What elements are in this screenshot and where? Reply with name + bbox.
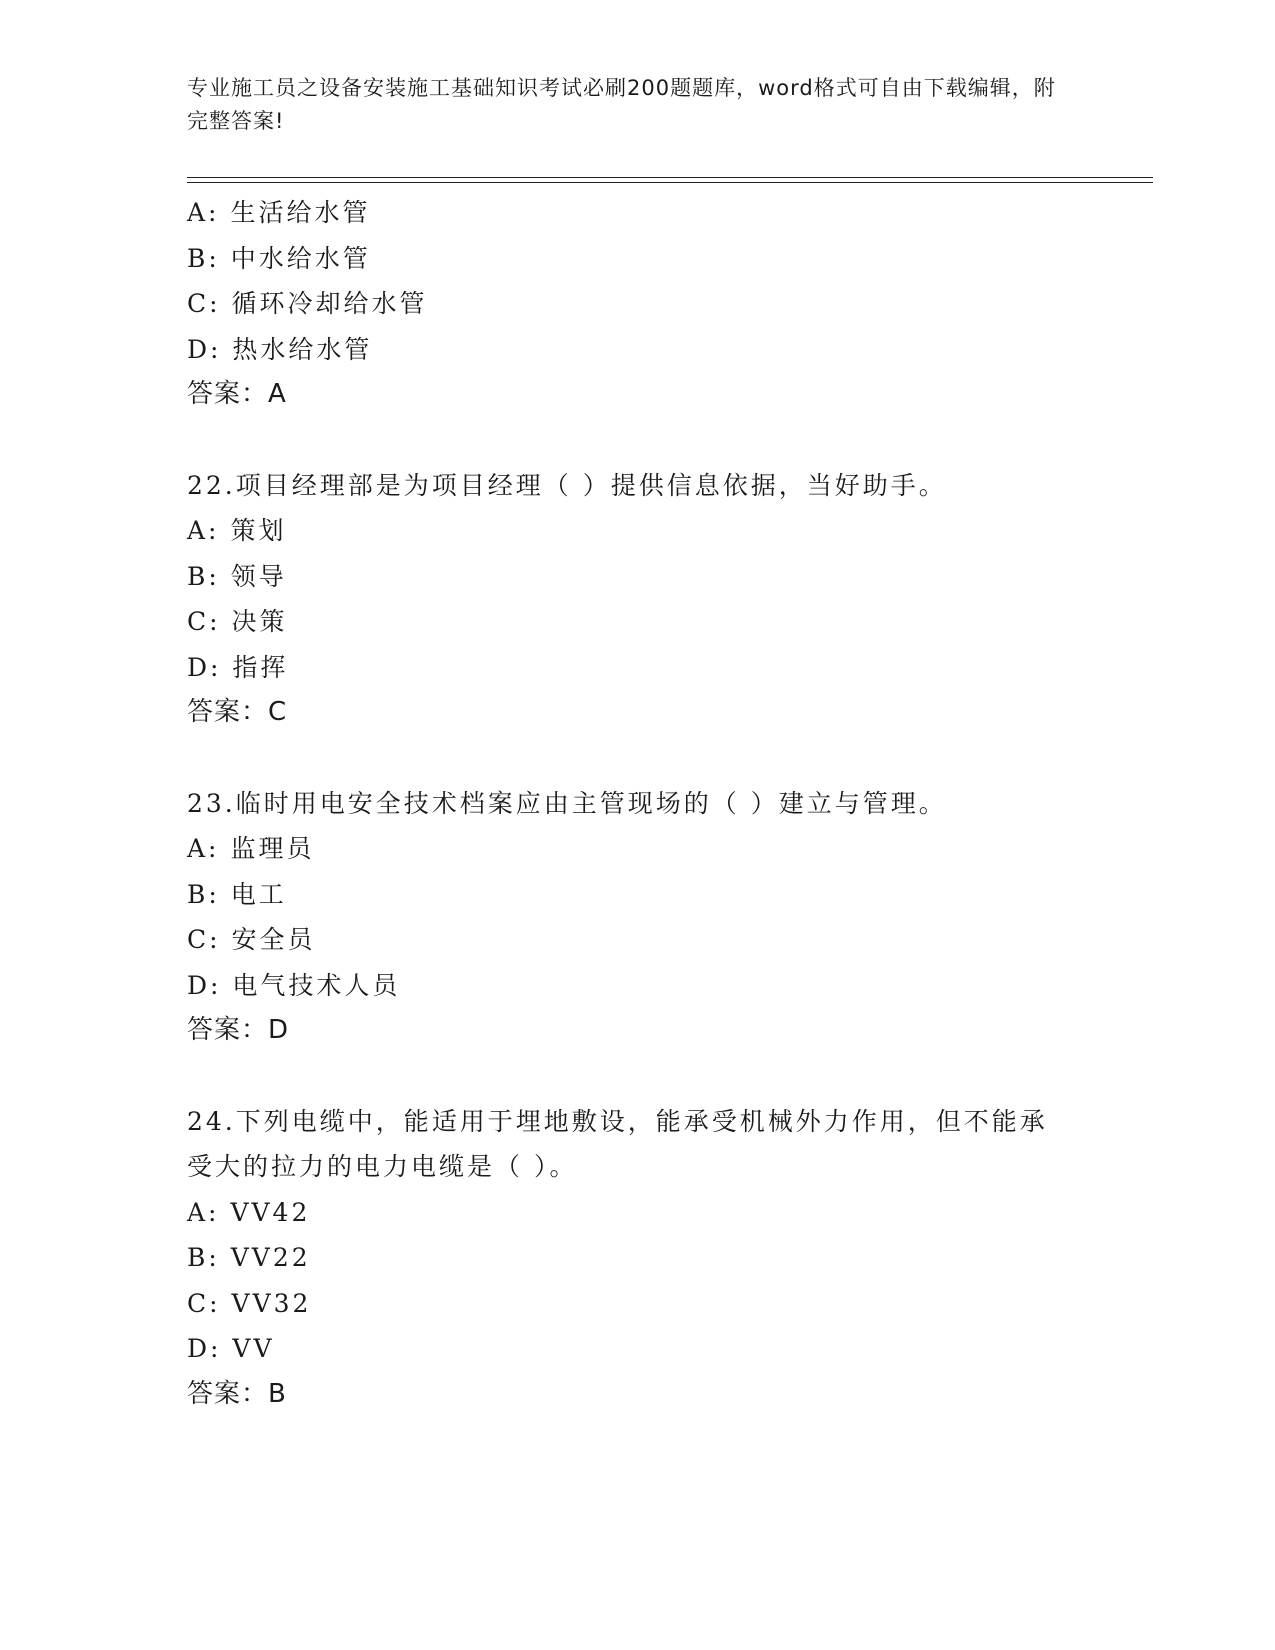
option-b: B: 中水给水管 <box>187 243 371 273</box>
option-d: D: 指挥 <box>187 652 289 682</box>
option-d: D: 电气技术人员 <box>187 970 401 1000</box>
question-block-24 <box>187 1099 1087 1418</box>
option-b: B: 领导 <box>187 561 287 591</box>
spacer <box>187 736 1087 781</box>
document-body <box>187 190 1087 1417</box>
question-stem: 23.临时用电安全技术档案应由主管现场的（ ）建立与管理。 <box>187 788 947 818</box>
question-block-22 <box>187 463 1087 736</box>
header-rule-top <box>187 177 1153 178</box>
option-a: A: 策划 <box>187 516 287 545</box>
question-stem: 24.下列电缆中，能适用于埋地敷设，能承受机械外力作用，但不能承受大的拉力的电力电缆是（ ）。 <box>187 1106 1048 1181</box>
option-d: D: VV <box>187 1334 275 1363</box>
option-b: B: 电工 <box>187 879 287 909</box>
answer-line: 答案：D <box>187 1015 290 1045</box>
question-block-21-tail <box>187 190 1087 418</box>
question-block-23 <box>187 781 1087 1054</box>
answer-line: 答案：A <box>187 379 287 409</box>
question-stem: 22.项目经理部是为项目经理（ ）提供信息依据，当好助手。 <box>187 470 947 500</box>
option-a: A: 生活给水管 <box>187 198 371 227</box>
option-c: C: 安全员 <box>187 925 316 954</box>
answer-line: 答案：B <box>187 1378 287 1409</box>
option-d: D: 热水给水管 <box>187 334 373 364</box>
answer-line: 答案：C <box>187 697 288 727</box>
option-b: B: VV22 <box>187 1243 311 1272</box>
option-c: C: VV32 <box>187 1288 312 1318</box>
option-c: C: 循环冷却给水管 <box>187 289 428 318</box>
option-a: A: VV42 <box>187 1197 311 1227</box>
spacer <box>187 1054 1087 1099</box>
spacer <box>187 418 1087 463</box>
option-c: C: 决策 <box>187 607 288 636</box>
header-rule-bottom <box>187 182 1153 183</box>
option-a: A: 监理员 <box>187 834 315 863</box>
document-header: 专业施工员之设备安装施工基础知识考试必刷200题题库，word格式可自由下载编辑，附完整答案! <box>187 76 1056 133</box>
